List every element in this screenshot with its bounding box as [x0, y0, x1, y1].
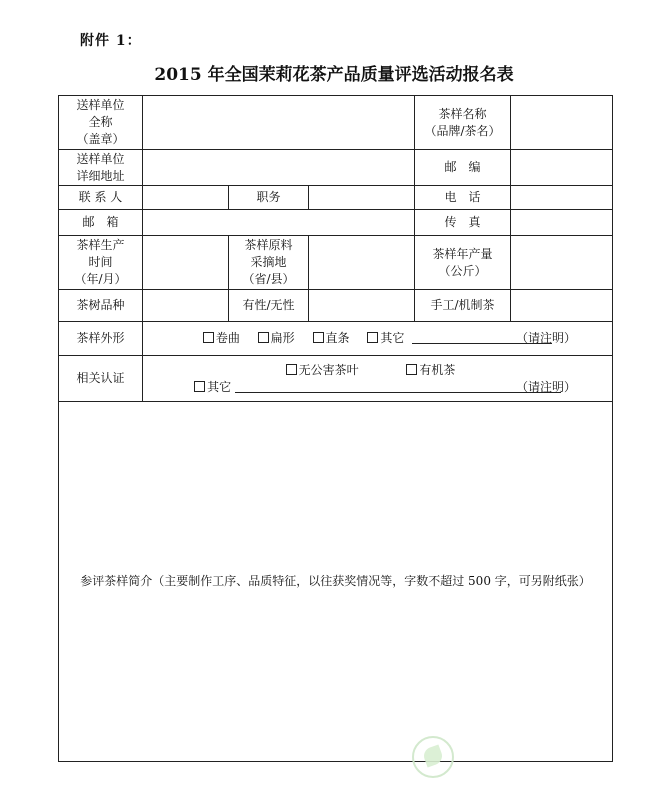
- origin-field[interactable]: [309, 236, 415, 290]
- unit-address-field[interactable]: [143, 150, 415, 186]
- shape-option-curled[interactable]: 卷曲: [203, 330, 240, 347]
- annual-output-label: 茶样年产量 （公斤）: [415, 236, 511, 290]
- postcode-field[interactable]: [511, 150, 613, 186]
- origin-label: 茶样原料 采摘地 （省/县）: [229, 236, 309, 290]
- checkbox-icon[interactable]: [406, 364, 417, 375]
- checkbox-icon[interactable]: [194, 381, 205, 392]
- cert-option-organic[interactable]: 有机茶: [406, 362, 455, 379]
- annual-output-field[interactable]: [511, 236, 613, 290]
- contact-field[interactable]: [143, 186, 229, 210]
- sample-name-field[interactable]: [511, 96, 613, 150]
- propagation-label: 有性/无性: [229, 290, 309, 322]
- fax-field[interactable]: [511, 210, 613, 236]
- contact-label: 联 系 人: [59, 186, 143, 210]
- unit-name-label: 送样单位 全称 （盖章）: [59, 96, 143, 150]
- shape-option-other[interactable]: 其它: [367, 330, 404, 347]
- fax-label: 传 真: [415, 210, 511, 236]
- sample-name-label: 茶样名称 （品牌/茶名）: [415, 96, 511, 150]
- production-time-label: 茶样生产 时间 （年/月）: [59, 236, 143, 290]
- phone-field[interactable]: [511, 186, 613, 210]
- checkbox-icon[interactable]: [367, 332, 378, 343]
- shape-label: 茶样外形: [59, 322, 143, 356]
- shape-options: [143, 322, 613, 356]
- cert-note: （请注明）: [516, 379, 577, 394]
- certification-label: 相关认证: [59, 356, 143, 402]
- email-label: 邮 箱: [59, 210, 143, 236]
- unit-name-field[interactable]: [143, 96, 415, 150]
- checkbox-icon[interactable]: [203, 332, 214, 343]
- position-field[interactable]: [309, 186, 415, 210]
- shape-option-flat[interactable]: 扁形: [258, 330, 295, 347]
- postcode-label: 邮 编: [415, 150, 511, 186]
- certification-options: [143, 356, 613, 402]
- propagation-field[interactable]: [309, 290, 415, 322]
- unit-address-label: 送样单位 详细地址: [59, 150, 143, 186]
- checkbox-icon[interactable]: [258, 332, 269, 343]
- email-field[interactable]: [143, 210, 415, 236]
- cert-option-other[interactable]: 其它: [194, 379, 231, 396]
- processing-field[interactable]: [511, 290, 613, 322]
- position-label: 职务: [229, 186, 309, 210]
- cert-option-pollution-free[interactable]: 无公害茶叶: [286, 362, 359, 379]
- cert-other-line[interactable]: [235, 380, 561, 393]
- watermark-leaf-icon: [412, 736, 454, 778]
- tea-variety-field[interactable]: [143, 290, 229, 322]
- shape-option-straight[interactable]: 直条: [313, 330, 350, 347]
- form-title: 2015 年全国茉莉花茶产品质量评选活动报名表: [154, 65, 514, 85]
- attachment-label: 附件 1：: [80, 33, 142, 49]
- shape-note: （请注明）: [516, 331, 577, 345]
- sample-intro-label: 参评茶样简介（主要制作工序、品质特征，以往获奖情况等，字数不超过 500 字，可另附纸张）: [80, 574, 591, 588]
- phone-label: 电 话: [415, 186, 511, 210]
- checkbox-icon[interactable]: [313, 332, 324, 343]
- sample-intro-area[interactable]: [59, 402, 613, 762]
- tea-variety-label: 茶树品种: [59, 290, 143, 322]
- production-time-field[interactable]: [143, 236, 229, 290]
- checkbox-icon[interactable]: [286, 364, 297, 375]
- processing-label: 手工/机制茶: [415, 290, 511, 322]
- registration-form: [58, 95, 613, 762]
